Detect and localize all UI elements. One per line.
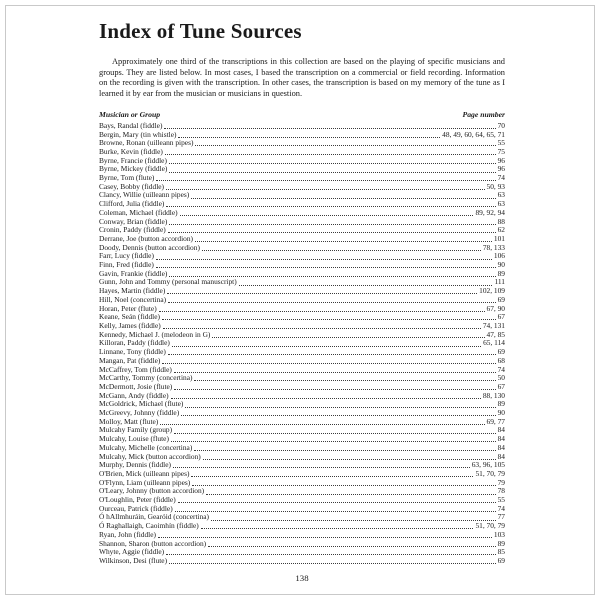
dot-leader bbox=[158, 537, 492, 538]
entry-pages: 89 bbox=[497, 399, 505, 409]
dot-leader bbox=[206, 494, 495, 495]
dot-leader bbox=[194, 450, 495, 451]
entry-name: Molloy, Matt (flute) bbox=[99, 416, 159, 426]
entry-name: Clancy, Willie (uilleann pipes) bbox=[99, 190, 190, 200]
dot-leader bbox=[239, 285, 493, 286]
dot-leader bbox=[156, 267, 496, 268]
entry-name: Mulcahy, Mick (button accordion) bbox=[99, 451, 201, 461]
entry-name: Gavin, Frankie (fiddle) bbox=[99, 268, 168, 278]
entry-pages: 74 bbox=[497, 503, 505, 513]
intro-paragraph: Approximately one third of the transcriptions in this collection are based on the playing of specific musicians and groups. They are listed below. In most cases, I based the transcription on a commercial or field recording. Information on the recording is given with the transcription. In other cases, the transcription is based on my memory of the tune as I learned it by ear from the musician or musicians in question. bbox=[99, 57, 505, 98]
entry-pages: 67 bbox=[497, 381, 505, 391]
entry-name: McCaffrey, Tom (fiddle) bbox=[99, 364, 172, 374]
entry-pages: 51, 70, 79 bbox=[475, 468, 505, 478]
entry-pages: 69 bbox=[497, 555, 505, 565]
dot-leader bbox=[168, 302, 496, 303]
entry-name: Whyte, Aggie (fiddle) bbox=[99, 547, 165, 557]
entry-pages: 89 bbox=[497, 268, 505, 278]
entry-pages: 50, 93 bbox=[486, 181, 505, 191]
entry-pages: 74, 131 bbox=[482, 320, 505, 330]
entry-name: McCarthy, Tommy (concertina) bbox=[99, 373, 193, 383]
entry-pages: 89, 92, 94 bbox=[475, 207, 505, 217]
entry-pages: 88, 130 bbox=[482, 390, 505, 400]
entry-pages: 84 bbox=[497, 442, 505, 452]
entry-pages: 62 bbox=[497, 225, 505, 235]
entry-name: McDermott, Josie (flute) bbox=[99, 381, 173, 391]
entry-pages: 50 bbox=[497, 373, 505, 383]
dot-leader bbox=[171, 398, 481, 399]
entry-pages: 90 bbox=[497, 260, 505, 270]
entry-pages: 96 bbox=[497, 164, 505, 174]
dot-leader bbox=[168, 354, 496, 355]
entry-pages: 78 bbox=[497, 486, 505, 496]
entry-name: Byrne, Francie (fiddle) bbox=[99, 155, 167, 165]
dot-leader bbox=[174, 433, 496, 434]
entry-name: Bergin, Mary (tin whistle) bbox=[99, 129, 177, 139]
entry-name: Ryan, John (fiddle) bbox=[99, 529, 156, 539]
page-number: 138 bbox=[295, 573, 309, 583]
entry-pages: 70 bbox=[497, 120, 505, 130]
dot-leader bbox=[192, 485, 495, 486]
dot-leader bbox=[181, 415, 495, 416]
entry-name: Bays, Randal (fiddle) bbox=[99, 120, 163, 130]
entry-pages: 79 bbox=[497, 477, 505, 487]
entry-pages: 102, 109 bbox=[479, 286, 505, 296]
entry-name: Byrne, Tom (flute) bbox=[99, 173, 155, 183]
entry-name: Ourceau, Patrick (fiddle) bbox=[99, 503, 173, 513]
dot-leader bbox=[175, 511, 496, 512]
entry-name: Mulcahy, Louise (flute) bbox=[99, 434, 169, 444]
dot-leader bbox=[191, 476, 473, 477]
dot-leader bbox=[194, 380, 495, 381]
dot-leader bbox=[169, 563, 496, 564]
entry-name: McGoldrick, Michael (flute) bbox=[99, 399, 184, 409]
entry-name: Derrane, Joe (button accordion) bbox=[99, 233, 193, 243]
dot-leader bbox=[191, 198, 495, 199]
dot-leader bbox=[203, 459, 496, 460]
dot-leader bbox=[212, 337, 484, 338]
dot-leader bbox=[169, 172, 495, 173]
entry-name: O'Flynn, Liam (uilleann pipes) bbox=[99, 477, 191, 487]
entry-pages: 77 bbox=[497, 512, 505, 522]
dot-leader bbox=[172, 346, 481, 347]
entry-pages: 84 bbox=[497, 425, 505, 435]
entry-pages: 68 bbox=[497, 355, 505, 365]
dot-leader bbox=[171, 441, 496, 442]
dot-leader bbox=[195, 145, 495, 146]
dot-leader bbox=[195, 241, 492, 242]
dot-leader bbox=[202, 250, 481, 251]
dot-leader bbox=[180, 215, 474, 216]
entry-pages: 84 bbox=[497, 434, 505, 444]
entry-name: O'Loughlin, Peter (fiddle) bbox=[99, 495, 176, 505]
entry-name: Killoran, Paddy (fiddle) bbox=[99, 338, 170, 348]
dot-leader bbox=[169, 224, 495, 225]
dot-leader bbox=[174, 372, 496, 373]
entry-name: Burke, Kevin (fiddle) bbox=[99, 146, 163, 156]
entry-name: Casey, Bobby (fiddle) bbox=[99, 181, 164, 191]
entry-pages: 103 bbox=[493, 529, 505, 539]
dot-leader bbox=[165, 154, 496, 155]
dot-leader bbox=[164, 128, 495, 129]
entry-name: Coleman, Michael (fiddle) bbox=[99, 207, 178, 217]
entry-name: Mulcahy Family (group) bbox=[99, 425, 173, 435]
entry-pages: 48, 49, 60, 64, 65, 71 bbox=[442, 129, 505, 139]
entry-pages: 47, 85 bbox=[486, 329, 505, 339]
entry-name: Murphy, Dennis (fiddle) bbox=[99, 460, 171, 470]
entry-name: Byrne, Mickey (fiddle) bbox=[99, 164, 168, 174]
entry-name: Horan, Peter (flute) bbox=[99, 303, 157, 313]
dot-leader bbox=[178, 137, 440, 138]
entry-name: Doody, Dennis (button accordion) bbox=[99, 242, 200, 252]
entry-name: Gunn, John and Tommy (personal manuscript) bbox=[99, 277, 237, 287]
entry-pages: 69, 77 bbox=[486, 416, 505, 426]
entry-pages: 89 bbox=[497, 538, 505, 548]
list-item bbox=[99, 557, 505, 566]
entry-name: Hayes, Martin (fiddle) bbox=[99, 286, 166, 296]
entry-name: O'Leary, Johnny (button accordion) bbox=[99, 486, 205, 496]
entry-name: Clifford, Julia (fiddle) bbox=[99, 199, 165, 209]
dot-leader bbox=[166, 189, 485, 190]
entry-name: Hill, Noel (concertina) bbox=[99, 294, 167, 304]
entry-pages: 55 bbox=[497, 138, 505, 148]
dot-leader bbox=[163, 328, 481, 329]
entry-name: Mangan, Pat (fiddle) bbox=[99, 355, 161, 365]
entry-pages: 101 bbox=[493, 233, 505, 243]
list-item bbox=[99, 244, 505, 253]
dot-leader bbox=[173, 467, 470, 468]
entry-name: Browne, Ronan (uilleann pipes) bbox=[99, 138, 194, 148]
entry-pages: 78, 133 bbox=[482, 242, 505, 252]
dot-leader bbox=[167, 293, 477, 294]
entry-pages: 75 bbox=[497, 146, 505, 156]
entry-pages: 63 bbox=[497, 199, 505, 209]
entry-pages: 96 bbox=[497, 155, 505, 165]
dot-leader bbox=[178, 502, 496, 503]
dot-leader bbox=[159, 311, 485, 312]
dot-leader bbox=[156, 259, 492, 260]
entry-pages: 84 bbox=[497, 451, 505, 461]
list-item bbox=[99, 252, 505, 261]
list-item bbox=[99, 409, 505, 418]
dot-leader bbox=[168, 232, 496, 233]
entry-pages: 63 bbox=[497, 190, 505, 200]
dot-leader bbox=[208, 546, 495, 547]
entry-name: Kelly, James (fiddle) bbox=[99, 320, 161, 330]
entry-name: Cronin, Paddy (fiddle) bbox=[99, 225, 166, 235]
entry-name: McGann, Andy (fiddle) bbox=[99, 390, 169, 400]
entry-pages: 111 bbox=[494, 277, 505, 287]
entry-name: McGreevy, Johnny (fiddle) bbox=[99, 408, 180, 418]
entry-name: Shannon, Sharon (button accordion) bbox=[99, 538, 207, 548]
entry-name: Keane, Seán (fiddle) bbox=[99, 312, 160, 322]
entry-name: Ó Raghallaigh, Caoimhín (fiddle) bbox=[99, 521, 199, 531]
entry-pages: 85 bbox=[497, 547, 505, 557]
dot-leader bbox=[201, 528, 474, 529]
entry-pages: 69 bbox=[497, 347, 505, 357]
column-header-musician: Musician or Group bbox=[99, 110, 161, 120]
column-headers bbox=[99, 110, 505, 119]
dot-leader bbox=[160, 424, 484, 425]
entry-pages: 67, 90 bbox=[486, 303, 505, 313]
entry-pages: 51, 70, 79 bbox=[475, 521, 505, 531]
dot-leader bbox=[166, 554, 496, 555]
dot-leader bbox=[211, 520, 496, 521]
entry-name: Ó hAllmhuráin, Gearóid (concertina) bbox=[99, 512, 209, 522]
dot-leader bbox=[162, 319, 496, 320]
entry-pages: 69 bbox=[497, 294, 505, 304]
entry-pages: 67 bbox=[497, 312, 505, 322]
entry-name: Mulcahy, Michelle (concertina) bbox=[99, 442, 193, 452]
page-title: Index of Tune Sources bbox=[99, 19, 302, 43]
entry-pages: 55 bbox=[497, 495, 505, 505]
entry-pages: 106 bbox=[493, 251, 505, 261]
entry-name: Kennedy, Michael J. (melodeon in G) bbox=[99, 329, 211, 339]
entry-pages: 88 bbox=[497, 216, 505, 226]
entry-pages: 74 bbox=[497, 173, 505, 183]
dot-leader bbox=[162, 363, 495, 364]
entry-pages: 74 bbox=[497, 364, 505, 374]
entry-pages: 65, 114 bbox=[483, 338, 505, 348]
entry-name: Farr, Lucy (fiddle) bbox=[99, 251, 154, 261]
list-item bbox=[99, 522, 505, 531]
dot-leader bbox=[185, 407, 495, 408]
entry-name: Wilkinson, Desi (flute) bbox=[99, 555, 168, 565]
tune-sources-list bbox=[99, 122, 505, 566]
list-item bbox=[99, 296, 505, 305]
book-page bbox=[5, 5, 595, 595]
entry-name: O'Brien, Mick (uilleann pipes) bbox=[99, 468, 190, 478]
column-header-page-number: Page number bbox=[462, 110, 505, 120]
dot-leader bbox=[169, 163, 496, 164]
entry-name: Finn, Fred (fiddle) bbox=[99, 260, 154, 270]
entry-pages: 63, 96, 105 bbox=[471, 460, 505, 470]
dot-leader bbox=[174, 389, 495, 390]
entry-pages: 90 bbox=[497, 408, 505, 418]
list-item bbox=[99, 165, 505, 174]
dot-leader bbox=[166, 206, 495, 207]
entry-name: Conway, Brian (fiddle) bbox=[99, 216, 168, 226]
entry-name: Linnane, Tony (fiddle) bbox=[99, 347, 166, 357]
dot-leader bbox=[156, 180, 495, 181]
